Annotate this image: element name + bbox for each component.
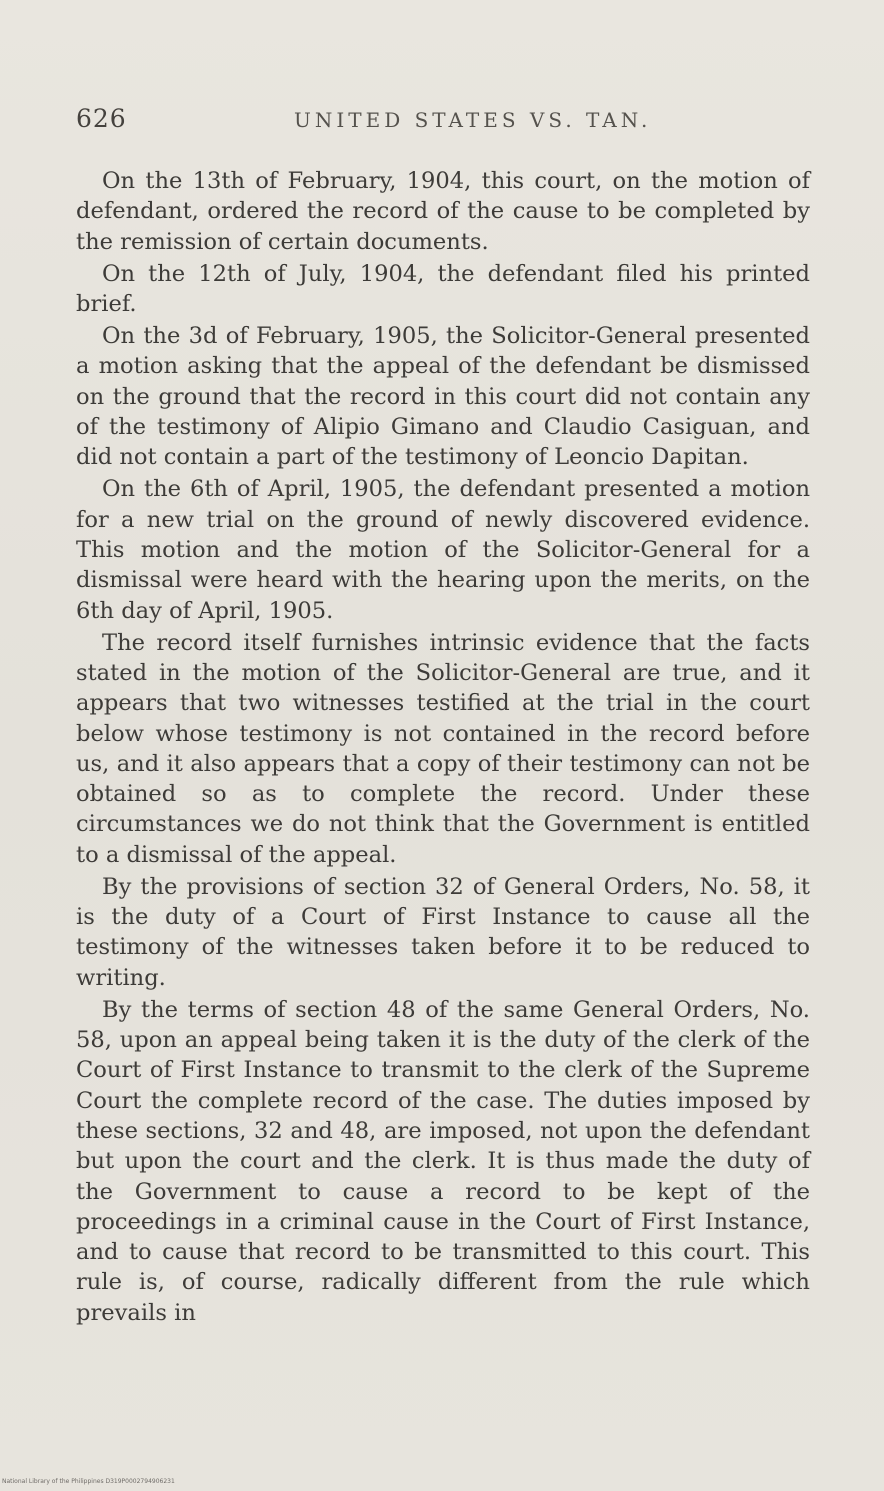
paragraph-3: On the 3d of February, 1905, the Solicitor-General presented a motion asking that the appeal of the defendant be dismissed on the ground that the record in this court did not contain any of the testimony of Alipio Gimano and Claudio Casiguan, and did not contain a part of the testimony of Leoncio Dapitan.: [76, 323, 810, 471]
paragraph-2: On the 12th of July, 1904, the defendant filed his printed brief.: [76, 260, 810, 317]
running-head: [76, 104, 806, 138]
footer-credit: National Library of the Philippines D319P0002794906231: [2, 1478, 175, 1485]
running-title: UNITED STATES VS. TAN.: [294, 108, 652, 132]
body-text: [76, 166, 810, 1330]
page-number: 626: [76, 104, 127, 133]
paragraph-7: By the terms of section 48 of the same General Orders, No. 58, upon an appeal being taken it is the duty of the clerk of the Court of First Instance to transmit to the clerk of the Supreme Court the complete record of the case. The duties imposed by these sections, 32 and 48, are imposed, not upon the defendant but upon the court and the clerk. It is thus made the duty of the Government to cause a record to be kept of the proceedings in a criminal cause in the Court of First Instance, and to cause that record to be transmitted to this court. This rule is, of course, radically different from the rule which prevails in: [76, 996, 810, 1326]
paragraph-4: On the 6th of April, 1905, the defendant presented a motion for a new trial on the ground of newly discovered evidence. This motion and the motion of the Solicitor-General for a dismissal were heard with the hearing upon the merits, on the 6th day of April, 1905.: [76, 476, 810, 624]
paragraph-5: The record itself furnishes intrinsic evidence that the facts stated in the motion of the Solicitor-General are true, and it appears that two witnesses testified at the trial in the court below whose testimony is not contained in the record before us, and it also appears that a copy of their testimony can not be obtained so as to complete the record. Under these circumstances we do not think that the Government is entitled to a dismissal of the appeal.: [76, 629, 810, 868]
paragraph-6: By the provisions of section 32 of General Orders, No. 58, it is the duty of a Court of First Instance to cause all the testimony of the witnesses taken before it to be reduced to writing.: [76, 873, 810, 991]
paragraph-1: On the 13th of February, 1904, this court, on the motion of defendant, ordered the record of the cause to be completed by the remission of certain documents.: [76, 168, 810, 255]
